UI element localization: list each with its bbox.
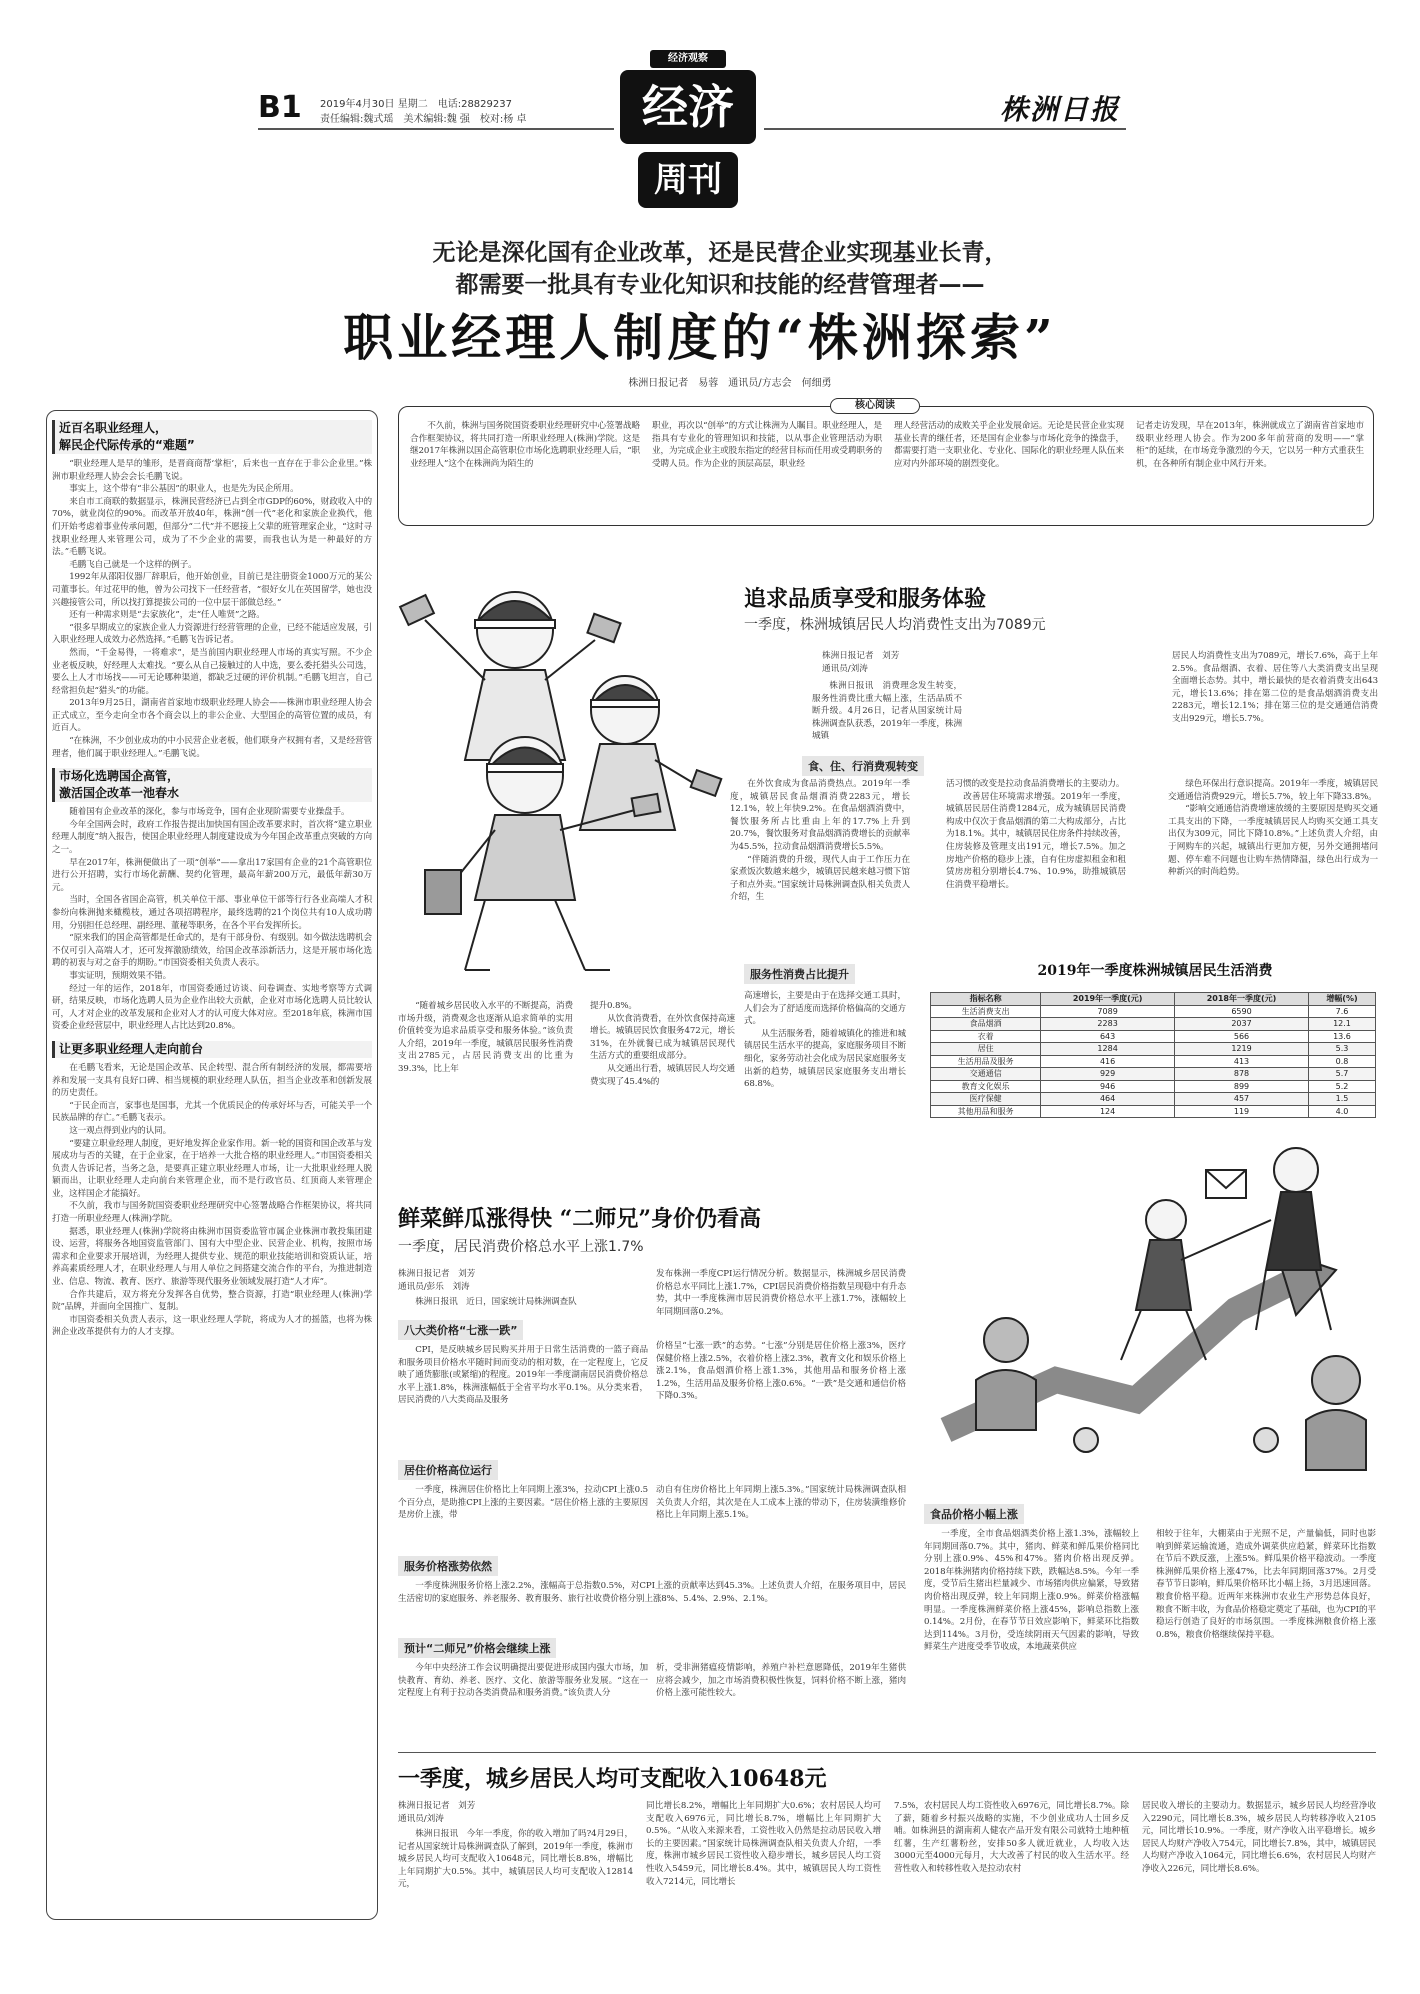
consume-c5-p: 从交通出行看，城镇居民人均交通费实现了45.4%的 (590, 1063, 735, 1087)
stats-header-row (931, 993, 1376, 1006)
column-title-1: 经济 (620, 70, 756, 144)
stats-cell: 929 (1041, 1068, 1175, 1081)
left-s3-p: 市国资委相关负责人表示，这一职业经理人学院，将成为人才的摇篮，也将为株洲企业改革提供有力的人才支撑。 (52, 1314, 372, 1338)
consume-c3-p: 绿色环保出行意识提高。2019年一季度，城镇居民交通通信消费929元，增长5.7%，较上年下降33.8%。 (1168, 779, 1378, 802)
stats-cell: 交通通信 (931, 1068, 1041, 1081)
stats-cell: 12.1 (1308, 1018, 1375, 1031)
income-byline-2: 通讯员/刘涛 (398, 1813, 444, 1824)
consume-c3-p: “影响交通通信消费增速放缓的主要原因是购买交通工具支出的下降，一季度城镇居民人均购买交通工具支出仅为309元，同比下降10.8%。”上述负责人介绍，由于网购车的兴起，城镇出行更加方便，另外交通拥堵问题、停车难不问题也让购车热情降温，绿色出行成为一种新兴的时尚趋势。 (1168, 804, 1378, 878)
stats-cell: 其他用品和服务 (931, 1105, 1041, 1118)
price-intro2-text: 发布株洲一季度CPI运行情况分析。数据显示，株洲城乡居民消费价格总水平同比上涨1.7%，CPI居民消费价格指数呈现稳中有升态势，其中一季度株洲市居民消费价格总水平上涨1.7%，涨幅较上年同期回落0.2%。 (656, 1269, 906, 1317)
price-byline (398, 1268, 548, 1293)
left-s2-p: 今年全国两会时，政府工作报告提出加快国有国企改革要求时，首次将“建立职业经理人制度”纳入报告，使国企职业经理人制度建设成为今年国企改革重点突破的方向之一。 (52, 819, 372, 856)
price-a6-text: 今年中央经济工作会议明确提出要促进形成国内强大市场，加快教育、育幼、养老、医疗、文化、旅游等服务业发展。“这在一定程度上有利于拉动各类消费品和服务消费。”该负责人分 (398, 1663, 648, 1699)
core-reading-label: 核心阅读 (830, 398, 920, 414)
consume-intro-text: 株洲日报讯 消费理念发生转变，服务性消费比重大幅上涨，生活品质不断升级。4月26日，记者从国家统计局株洲调查队获悉，2019年一季度，株洲城镇 (812, 681, 962, 742)
income-col-1 (398, 1828, 633, 1948)
header-rule-right (764, 128, 1126, 130)
consume-c1-p: 在外饮食成为食品消费热点。2019年一季度，城镇居民食品烟酒消费2283元，增长12.1%，较上年快9.2%。在食品烟酒消费中，餐饮服务所占比重由上年的17.7%上升到20.7%，餐饮服务对食品烟酒消费增长的贡献率为45.5%，拉动食品烟酒消费增长5.5%。 (730, 779, 910, 852)
core-text-2: 职业，再次以“创举”的方式让株洲为人瞩目。职业经理人，是指具有专业化的管理知识和技能，以从事企业管理活动为职业，为完成企业主或股东指定的经营目标而任用或受聘职务的受聘人员。作为企业的顶层高层，职业经 (652, 421, 882, 469)
price-a1 (398, 1344, 648, 1407)
income-c3-text: 7.5%，农村居民人均工资性收入6976元，同比增长8.7%。除了薪，随着乡村振兴战略的实施，不少创业成功人士回乡反哺。如株洲县的湖南莉人健农产品开发有限公司就特土地种植红薯，生产红薯粉丝，安排50多人就近就业，人均收入达3000元至4000元每月，大大改善了村民的收入生活水平。经营性收入和转移性收入是拉动农村 (894, 1801, 1129, 1874)
price-intro-2 (656, 1268, 906, 1318)
consume-col-1 (730, 778, 910, 904)
stats-cell: 464 (1041, 1093, 1175, 1106)
core-text-4: 记者走访发现，早在2013年，株洲就成立了湖南省首家地市级职业经理人协会。作为200多年前营商的发明——“掌柜”的延续，在市场竞争激烈的今天，它以另一种方式重获生机，在各种所有制企业中风行开来。 (1136, 421, 1364, 469)
consume-intro2-text: 居民人均消费性支出为7089元，增长7.6%，高于上年2.5%。食品烟酒、衣着、居住等八大类消费支出呈现全面增长态势。其中，增长最快的是衣着消费支出643元，增长13.6%；排在第二位的是食品烟酒消费支出2283元，增长12.1%；排在第三位的是交通通信消费支出929元，增长5.7%。 (1172, 651, 1378, 724)
left-s2-body (52, 806, 372, 1033)
consume-sub-1: 食、住、行消费观转变 (802, 756, 924, 776)
consume-col-3 (1168, 778, 1378, 879)
price-byline-1: 株洲日报记者 刘芳 (398, 1269, 476, 1279)
table-row (931, 1055, 1376, 1068)
table-row (931, 1030, 1376, 1043)
left-s1-title-1: 近百名职业经理人， (59, 421, 168, 435)
core-col-4 (1136, 420, 1364, 470)
price-a2-text: 价格呈“七涨一跌”的态势。“七涨”分别是居住价格上涨3%，医疗保健价格上涨2.5%，衣着价格上涨2.3%，教育文化和娱乐价格上涨2.1%，食品烟酒价格上涨1.3%，其他用品和服务价格上涨1.2%，生活用品及服务价格上涨0.6%。“一跌”是交通和通信价格下降0.3%。 (656, 1341, 906, 1402)
price-a2 (656, 1340, 906, 1403)
left-s1-p: 事实上，这个带有“非公基因”的职业人，也是先为民企所用。 (69, 484, 299, 495)
left-s3-body (52, 1062, 372, 1339)
stats-cell: 教育文化娱乐 (931, 1080, 1041, 1093)
left-column (52, 420, 372, 1914)
issue-date (320, 95, 512, 110)
price-byline-2: 通讯员/彭乐 刘涛 (398, 1281, 470, 1292)
table-row (931, 1105, 1376, 1118)
consume-byline-1: 株洲日报记者 刘芳 (822, 651, 900, 661)
price-a7-text: 析，受非洲猪瘟疫情影响，养殖户补栏意愿降低，2019年生猪供应将会减少，加之市场消费积极性恢复，饲料价格不断上涨，猪肉价格上涨可能性较大。 (656, 1663, 906, 1699)
left-s1-heading (52, 420, 372, 454)
consume-byline (822, 650, 932, 675)
income-title: 一季度，城乡居民人均可支配收入10648元 (398, 1766, 827, 1792)
income-col-3 (894, 1800, 1129, 1950)
people-cartoon-icon (395, 560, 725, 980)
core-text-3: 理人经营活动的成败关乎企业发展命运。无论是民营企业实现基业长青的继任者，还是国有企业参与市场化竞争的操盘手，都需要打造一支职业化、专业化、国际化的职业经理人队伍来应对内外部环境的剧烈变化。 (894, 421, 1124, 469)
price-intro-text: 株洲日报讯 近日，国家统计局株洲调查队 (415, 1297, 577, 1307)
price-sub-2: 居住价格高位运行 (398, 1460, 498, 1480)
stats-cell: 生活消费支出 (931, 1005, 1041, 1018)
stats-cell: 1219 (1175, 1043, 1309, 1056)
income-top-rule (398, 1752, 1376, 1753)
consume-byline-2: 通讯员/刘涛 (822, 663, 868, 674)
left-s3-heading (52, 1041, 372, 1058)
left-s2-p: 经过一年的运作，2018年，市国资委通过访谈、问卷调查、实地考察等方式调研，结果反映，市场化选聘人员为企业作出较大贡献，企业对市场化选聘人员比较认可，人才对企业的改革发展和企业对人才的认可度大体对应。至2018年底，株洲市国资委企业经营层中，职业经理人占比达到20.8%。 (52, 983, 372, 1032)
left-s3-p: “于民企而言，家事也是国事，尤其一个优质民企的传承好坏与否，可能关乎一个民族品牌的存亡。”毛鹏飞表示。 (52, 1100, 372, 1124)
income-c2-text: 同比增长8.2%，增幅比上年同期扩大0.6%；农村居民人均可支配收入6976元，同比增长8.7%，增幅比上年同期扩大0.5%。“从收入来源来看，工资性收入仍然是拉动居民收入增长的主要因素。”国家统计局株洲调查队相关负责人介绍，一季度，株洲市城乡居民工资性收入稳步增长，城乡居民人均工资性收入5459元，同比增长8.4%。其中，城镇居民人均工资性收入7214元，同比增长 (646, 1801, 881, 1887)
phone-text: 电话:28829237 (437, 99, 512, 110)
lead-title: 职业经理人制度的“株洲探索” (343, 308, 1057, 367)
left-s2-p: “原来我们的国企高管都是任命式的，是有干部身份、有级别。如今做法选聘机会不仅可引入高端人才，还可发挥激励绩效，给国企改革添新活力，这是开展市场化选聘的初衷与对之奋手的期盼。”市国资委相关负责人表示。 (52, 933, 372, 969)
stats-cell: 566 (1175, 1030, 1309, 1043)
price-a8-text: 一季度，全市食品烟酒类价格上涨1.3%，涨幅较上年同期回落0.7%。其中，猪肉、鲜菜和鲜瓜果价格同比分别上涨0.9%、45%和47%。猪肉价格出现反弹。2018年株洲猪肉价格持续下跌，跌幅达8.5%。今年一季度，受节后生猪出栏量减少、市场猪肉供应偏紧，导致猪肉价格出现反弹，较上年同期上涨0.9%。鲜菜价格涨幅明显。一季度株洲鲜菜价格上涨45%，影响总指数上涨0.14%。2月份，在春节节日效应影响下，鲜菜环比指数达到114%。3月份，受连续阴雨天气因素的影响，导致鲜菜生产进度受季节收成，本地蔬菜供应 (924, 1529, 1139, 1653)
stats-cell: 1284 (1041, 1043, 1175, 1056)
price-a4-text: 动自有住房价格比上年同期上涨5.3%。”国家统计局株洲调查队相关负责人介绍，其次是在人工成本上涨的带动下，住房装潢维修价格比上年同期上涨5.1%。 (656, 1485, 906, 1521)
left-s2-heading (52, 768, 372, 802)
price-a9-text: 相较于往年，大棚菜由于光照不足，产量偏低，同时也影响到鲜菜运输流通，造成外调菜供应趋紧，鲜菜环比指数在节后不跌反涨，上涨5%。鲜瓜果价格平稳波动。一季度株洲鲜瓜果价格上涨47%，比去年同期回落37%。2月受春节节日影响，鲜瓜果价格环比小幅上扬，3月迅速回落。粮食价格平稳。近两年来株洲市农业生产形势总体良好，粮食不断丰收，为食品价格稳定奠定了基础，也为CPI的平稳运行创造了良好的市场氛围。一季度株洲粮食价格上涨0.8%，粮食价格继续保持平稳。 (1156, 1529, 1376, 1640)
consume-intro-2 (1172, 650, 1378, 726)
price-a6 (398, 1662, 648, 1700)
left-s3-p: 在毛鹏飞看来，无论是国企改革、民企转型、混合所有制经济的发展，都需要培养和发展一支具有良好口碑、相当规模的职业经理人队伍，担当企业改革和创新发展的历史责任。 (52, 1062, 372, 1099)
consume-c1-p: “伴随消费的升级，现代人由于工作压力在家煮饭次数越来越少，城镇居民越来越习惯下馆子和点外卖。”国家统计局株洲调查队相关负责人介绍，生 (730, 854, 910, 903)
left-s1-title-2: 解民企代际传承的“难题” (59, 438, 195, 452)
table-row (931, 1093, 1376, 1106)
consume-title: 追求品质享受和服务体验 (744, 586, 987, 612)
left-s1-p: 1992年从邵阳仪器厂辞职后，他开始创业，目前已是注册资金1000万元的某公司董事长。年过花甲的他，曾为公司找下一任经营者，“很好女儿在英国留学，她也没兴趣接管公司，所以找打算提拔公司的一位中层干部做总经。” (52, 572, 372, 608)
stats-cell: 946 (1041, 1080, 1175, 1093)
left-s3-p: “要建立职业经理人制度，更好地发挥企业家作用。新一轮的国资和国企改革与发展成功与否的关键，在于企业家，在于培养一大批合格的职业经理人。”市国资委相关负责人告诉记者，当务之急，是要真正建立职业经理人市场，让一大批职业经理人脱颖而出，让职业经理人走向前台来管理企业，而不是行政官员、红顶商人来管理企业，这样国企才能搞好。 (52, 1138, 372, 1199)
left-s2-p: 事实证明，预期效果不错。 (69, 970, 172, 981)
column-title-2: 周刊 (638, 152, 738, 208)
stats-cell: 7.6 (1308, 1005, 1375, 1018)
core-col-1 (410, 420, 640, 470)
table-row (931, 1080, 1376, 1093)
stats-cell: 2283 (1041, 1018, 1175, 1031)
left-s3-title: 让更多职业经理人走向前台 (59, 1041, 204, 1056)
stats-cell: 7089 (1041, 1005, 1175, 1018)
stats-cell: 457 (1175, 1093, 1309, 1106)
stats-cell: 1.5 (1308, 1093, 1375, 1106)
left-s3-p: 这一观点得到业内的认同。 (69, 1125, 172, 1136)
income-byline-1: 株洲日报记者 刘芳 (398, 1801, 476, 1811)
left-s2-title-1: 市场化选聘国企高管， (59, 769, 180, 784)
left-s1-p: “在株洲，不少创业成功的中小民营企业老板，他们联身产权拥有者，又是经营管理者，他们属于职业经理人。”毛鹏飞说。 (52, 736, 372, 759)
consume-c6-p: 高速增长，主要是由于在选择交通工具时，人们会为了舒适度而选择价格偏高的交通方式。 (744, 991, 906, 1027)
left-s3-p: 不久前，我市与国务院国资委职业经理研究中心签署战略合作框架协议，将共同打造一所职业经理人(株洲)学院。 (52, 1201, 372, 1225)
page-number: B1 (258, 90, 302, 125)
stats-cell: 5.2 (1308, 1080, 1375, 1093)
stats-cell: 899 (1175, 1080, 1309, 1093)
column-badge (620, 48, 756, 216)
income-c4-text: 居民收入增长的主要动力。数据显示，城乡居民人均经营净收入2290元，同比增长8.3%，城乡居民人均转移净收入2105元，同比增长10.9%。一季度，财产净收入出平稳增长。城乡居民人均财产净收入754元，同比增长7.8%，其中，城镇居民人均财产净收入1064元，同比增长6.6%，农村居民人均财产净收入226元，同比增长8.6%。 (1142, 1801, 1376, 1874)
price-a5 (398, 1580, 906, 1605)
price-sub-5: 食品价格小幅上涨 (924, 1504, 1024, 1524)
left-s2-p: 当时，全国各省国企高管，机关单位干部、事业单位干部等行行各业高端人才积参纷向株洲抛来橄榄枝，通过各项招聘程序，最终选聘的21个岗位共有10人成功聘用，分别担任总经理、副经理、董秘等职务，在各个平台发挥所长。 (52, 895, 372, 931)
date-text: 2019年4月30日 星期二 (320, 99, 428, 110)
stats-header-cell: 2018年一季度(元) (1175, 993, 1309, 1006)
stats-header-cell: 增幅(%) (1308, 993, 1375, 1006)
consume-col-2 (946, 778, 1126, 891)
illustration-people (395, 560, 725, 980)
price-a3-text: 一季度，株洲居住价格比上年同期上涨3%，拉动CPI上涨0.5个百分点，是助推CPI上涨的主要因素。“居住价格上涨的主要原因是房价上涨，带 (398, 1485, 648, 1521)
stats-cell: 13.6 (1308, 1030, 1375, 1043)
editors-line: 责任编辑:魏式瑶 美术编辑:魏 强 校对:杨 卓 (320, 114, 527, 125)
price-a9 (1156, 1528, 1376, 1641)
stats-table-title: 2019年一季度株洲城镇居民生活消费 (1037, 963, 1273, 979)
income-byline (398, 1800, 548, 1825)
lead-byline: 株洲日报记者 易蓉 通讯员/方志会 何细勇 (628, 378, 832, 389)
consume-c5-p: 从饮食消费看，在外饮食保持高速增长。城镇居民饮食服务472元，增长31%，在外就餐已成为城镇居民现代生活方式的重要组成部分。 (590, 1013, 735, 1062)
left-s1-p: 2013年9月25日，湖南省首家地市级职业经理人协会——株洲市职业经理人协会正式成立，至今走向全市各个商会以上的非公企业、大型国企的高管位置的成员，有近百人。 (52, 698, 372, 734)
lead-kicker-1: 无论是深化国有企业改革，还是民营企业实现基业长青， (432, 240, 1008, 266)
consume-c5-p: 提升0.8%。 (590, 1001, 637, 1011)
masthead-logo: 株洲日报 (1000, 93, 1121, 126)
stats-cell: 416 (1041, 1055, 1175, 1068)
left-s1-p: 还有一种需求则是“去家族化”，走“任人唯贤”之路。 (69, 610, 265, 621)
left-s2-p: 早在2017年，株洲便做出了一项“创举”——拿出17家国有企业的21个高管职位进行公开招聘，实行市场化薪酬、契约化管理，最高年薪200万元，最低年薪30万元。 (52, 857, 372, 893)
table-row (931, 1018, 1376, 1031)
stats-cell: 643 (1041, 1030, 1175, 1043)
stats-cell: 4.0 (1308, 1105, 1375, 1118)
left-s1-p: “职业经理人是早的雏形，是晋商商帮‘掌柜’，后来也一直存在于非公企业里。”株洲市职业经理人协会会长毛鹏飞说。 (52, 459, 372, 482)
price-a1-text: CPI，是反映城乡居民购买并用于日常生活消费的一篮子商品和服务项目价格水平随时间而变动的相对数，在一定程度上，它反映了通货膨胀(或紧缩)的程度。2019年一季度湖南居民消费价格总水平上涨1.8%，株洲涨幅低于全省平均水平0.1%。从分类来看，居民消费的八大类商品及服务 (398, 1345, 648, 1406)
consume-c2-p: 改善居住环境需求增强。2019年一季度，城镇居民居住消费1284元，成为城镇居民消费构成中仅次于食品烟酒的第二大构成部分，占比为18.1%。其中，城镇居民住房条件持续改善，住房装修及管理支出191元，增长7.5%。加之房地产价格的稳步上涨，自有住房虚拟租金和租赁房房租分别增长4.7%、10.9%，助推城镇居住消费平稳增长。 (946, 791, 1126, 890)
stats-cell: 2037 (1175, 1018, 1309, 1031)
stats-table (930, 992, 1376, 1118)
price-a3 (398, 1484, 648, 1522)
consume-sub-2: 服务性消费占比提升 (744, 964, 855, 984)
stats-cell: 医疗保健 (931, 1093, 1041, 1106)
stats-cell: 6590 (1175, 1005, 1309, 1018)
stats-cell: 124 (1041, 1105, 1175, 1118)
stats-cell: 5.7 (1308, 1068, 1375, 1081)
consume-c2-p: 活习惯的改变是拉动食品消费增长的主要动力。 (946, 779, 1125, 789)
consume-intro (812, 680, 962, 743)
price-a7 (656, 1662, 906, 1700)
consume-col-6 (744, 990, 906, 1091)
price-a4 (656, 1484, 906, 1522)
left-s1-body (52, 458, 372, 760)
income-col-2 (646, 1800, 881, 1950)
price-subtitle: 一季度，居民消费价格总水平上涨1.7% (398, 1239, 644, 1255)
price-sub-4: 预计“二师兄”价格会继续上涨 (398, 1638, 556, 1658)
consume-subtitle: 一季度，株洲城镇居民人均消费性支出为7089元 (744, 617, 1046, 633)
core-col-2 (652, 420, 882, 470)
table-row (931, 1068, 1376, 1081)
stats-cell: 生活用品及服务 (931, 1055, 1041, 1068)
income-c1-text: 株洲日报讯 今年一季度，你的收入增加了吗?4月29日，记者从国家统计局株洲调查队了解到，2019年一季度，株洲市城乡居民人均可支配收入10648元，同比增长8.8%，增幅比上年同期扩大0.5%。其中，城镇居民人均可支配收入12814元， (398, 1829, 633, 1890)
price-sub-1: 八大类价格“七涨一跌” (398, 1320, 523, 1340)
stats-header-cell: 指标名称 (931, 993, 1041, 1006)
consume-col-5 (590, 1000, 735, 1088)
column-small-label: 经济观察 (650, 50, 726, 68)
income-col-4 (1142, 1800, 1376, 1950)
price-a8 (924, 1528, 1139, 1654)
core-col-3 (894, 420, 1124, 470)
consume-c4-p: “随着城乡居民收入水平的不断提高，消费市场升级，消费观念也逐渐从追求简单的实用价值转变为追求品质享受和服务体验。”该负责人介绍，2019年一季度，城镇居民服务性消费支出2785元，占居民消费支出的比重为39.3%，比上年 (398, 1001, 573, 1074)
header-rule (258, 128, 614, 130)
table-row (931, 1043, 1376, 1056)
stats-header-cell: 2019年一季度(元) (1041, 993, 1175, 1006)
illustration-business (936, 1130, 1380, 1490)
growth-arrow-icon (936, 1130, 1380, 1490)
left-s2-p: 随着国有企业改革的深化，参与市场竞争，国有企业现阶需要专业操盘手。 (69, 807, 350, 818)
lead-kicker-2: 都需要一批具有专业化知识和技能的经营管理者—— (455, 272, 985, 298)
price-a5-text: 一季度株洲服务价格上涨2.2%，涨幅高于总指数0.5%，对CPI上涨的贡献率达到45.3%。上述负责人介绍，在服务项目中，居民生活密切的家庭服务、养老服务、教育服务、旅行社收费价格分别上涨8%、5.4%、2.9%、2.1%。 (398, 1581, 906, 1604)
stats-cell: 衣着 (931, 1030, 1041, 1043)
left-s1-p: “很多早期成立的家族企业人力资源进行经营管理的企业，已经不能适应发展，引入职业经理人成效力必然选择。”毛鹏飞告诉记者。 (52, 622, 372, 646)
stats-cell: 5.3 (1308, 1043, 1375, 1056)
left-s2-title-2: 激活国企改革一池春水 (59, 786, 180, 801)
price-intro (398, 1296, 648, 1309)
left-s3-p: 合作共建后，双方将充分发挥各自优势，整合资源，打造“职业经理人(株洲)学院”品牌，并面向全国推广、复制。 (52, 1289, 372, 1313)
stats-cell: 居住 (931, 1043, 1041, 1056)
stats-cell: 878 (1175, 1068, 1309, 1081)
core-text-1: 不久前，株洲与国务院国资委职业经理研究中心签署战略合作框架协议，将共同打造一所职业经理人(株洲)学院。这是继2017年株洲以国企高管职位市场化选聘职业经理人后，“职业经理人”这个在株洲尚为陌生的 (410, 421, 640, 469)
consume-c6-p: 从生活服务看，随着城镇化的推进和城镇居民生活水平的提高，家庭服务项目不断细化，家务劳动社会化成为居民家庭服务支出新的趋势，城镇居民家庭服务支出增长68.8%。 (744, 1028, 906, 1090)
stats-cell: 食品烟酒 (931, 1018, 1041, 1031)
left-s1-p: 毛鹏飞自己就是一个这样的例子。 (69, 559, 197, 570)
stats-cell: 413 (1175, 1055, 1309, 1068)
stats-cell: 0.8 (1308, 1055, 1375, 1068)
stats-table-wrap (930, 992, 1376, 1118)
table-row (931, 1005, 1376, 1018)
left-s1-p: 来自市工商联的数据显示，株洲民营经济已占到全市GDP的60%，财政收入中的70%，就业岗位的90%。而改革开放40年，株洲“创一代”老化和家族企业换代，他们开始考虑着事业传承问题，但部分“二代”并不愿接上父辈的班管理家企业，“这时寻找职业经理人来管理公司，成为了不少企业的需要，而我也认为是一种最好的方法。”毛鹏飞说。 (52, 496, 372, 558)
left-s3-p: 据悉，职业经理人(株洲)学院将由株洲市国资委监管市属企业株洲市教投集团建设、运营，将服务各地国资监管部门、国有大中型企业、民营企业、机构，按照市场需求和企业要求开展培训，为经理人提供专业、规范的职业技能培训和资质认证，培养高素质经理人才，在职业经理人与用人单位之间搭建交流合作的平台，为推进制造业、信息、物流、教育、医疗、旅游等现代服务业领域发展打造“人才库”。 (52, 1226, 372, 1288)
stats-cell: 119 (1175, 1105, 1309, 1118)
consume-col-4 (398, 1000, 573, 1076)
price-title: 鲜菜鲜瓜涨得快 “二师兄”身价仍看高 (398, 1206, 761, 1232)
price-sub-3: 服务价格涨势依然 (398, 1556, 498, 1576)
left-s1-p: 然而，“千金易得，一将难求”，是当前国内职业经理人市场的真实写照。不少企业老板反映，好经理人太难找。“要么从自己接触过的人中选，要么委托猎头公司选，要么上人才市场找——可无论哪种渠道，都缺乏过硬的评价机制。”毛鹏飞坦言，自己经常担负起“猎头”的功能。 (52, 647, 372, 696)
